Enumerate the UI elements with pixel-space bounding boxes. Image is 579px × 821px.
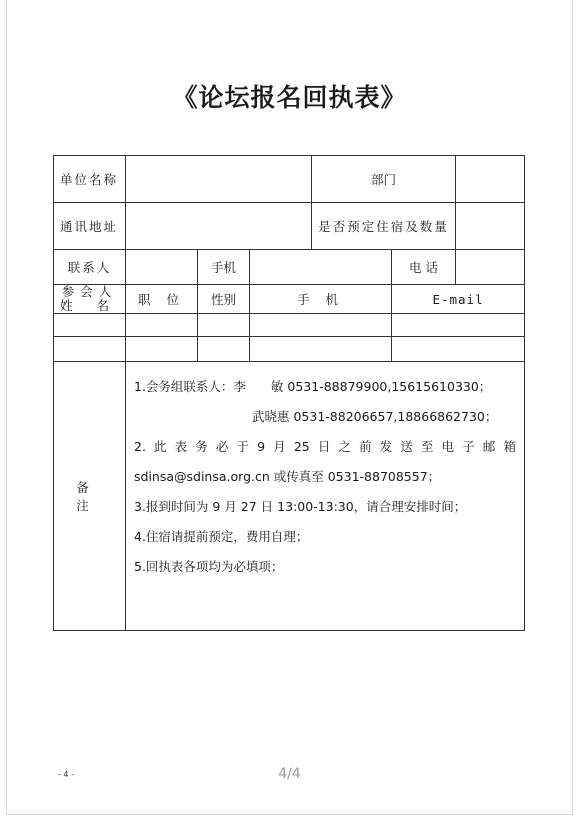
contact-person-label: 联系人 [54, 250, 126, 285]
phone-label: 电 话 [392, 250, 456, 285]
page-mark: - 4 - [58, 770, 74, 779]
attendee-2-name[interactable] [54, 337, 126, 362]
attendee-1-gender[interactable] [198, 314, 250, 337]
mobile-label: 手机 [198, 250, 250, 285]
attendee-1-name[interactable] [54, 314, 126, 337]
address-field[interactable] [126, 203, 312, 250]
attendee-2-mobile[interactable] [250, 337, 392, 362]
position-header: 职 位 [126, 285, 198, 314]
attendee-2-email[interactable] [392, 337, 525, 362]
note-line-7: 5.回执表各项均为必填项； [134, 559, 284, 574]
notes-label: 备 注 [54, 362, 126, 631]
lodging-field[interactable] [456, 203, 525, 250]
note-line-5: 3.报到时间为 9 月 27 日 13:00-13:30，请合理安排时间； [134, 499, 467, 514]
attendee-name-header [54, 285, 126, 314]
note-line-1: 1.会务组联系人：李 敏 0531-88879900,15615610330； [134, 379, 492, 394]
page-title: 《论坛报名回执表》 [172, 83, 407, 112]
mobile-field[interactable] [250, 250, 392, 285]
attendee-2-gender[interactable] [198, 337, 250, 362]
lodging-label: 是否预定住宿及数量 [312, 203, 456, 250]
email-header: E-mail [392, 285, 525, 314]
attendee-1-mobile[interactable] [250, 314, 392, 337]
unit-name-field[interactable] [126, 156, 312, 203]
registration-form-table [53, 155, 525, 631]
attendee-2-position[interactable] [126, 337, 198, 362]
gender-header: 性别 [198, 285, 250, 314]
note-line-6: 4.住宿请提前预定，费用自理； [134, 529, 309, 544]
attendee-label-line2: 姓 名 [60, 298, 119, 313]
note-line-3: 2. 此 表 务 必 于 9 月 25 日 之 前 发 送 至 电 子 邮 箱 [134, 439, 517, 454]
note-line-4: sdinsa@sdinsa.org.cn 或传真至 0531-88708557； [134, 469, 441, 484]
contact-person-field[interactable] [126, 250, 198, 285]
attendee-mobile-header: 手 机 [250, 285, 392, 314]
department-label: 部门 [312, 156, 456, 203]
page-indicator: 4/4 [278, 766, 301, 782]
attendee-1-position[interactable] [126, 314, 198, 337]
notes-content [126, 362, 525, 631]
unit-name-label: 单位名称 [54, 156, 126, 203]
attendee-label-line1: 参会人 [61, 284, 118, 299]
attendee-1-email[interactable] [392, 314, 525, 337]
note-line-2: 武晓惠 0531-88206657,18866862730； [252, 409, 498, 424]
phone-field[interactable] [456, 250, 525, 285]
address-label: 通讯地址 [54, 203, 126, 250]
department-field[interactable] [456, 156, 525, 203]
